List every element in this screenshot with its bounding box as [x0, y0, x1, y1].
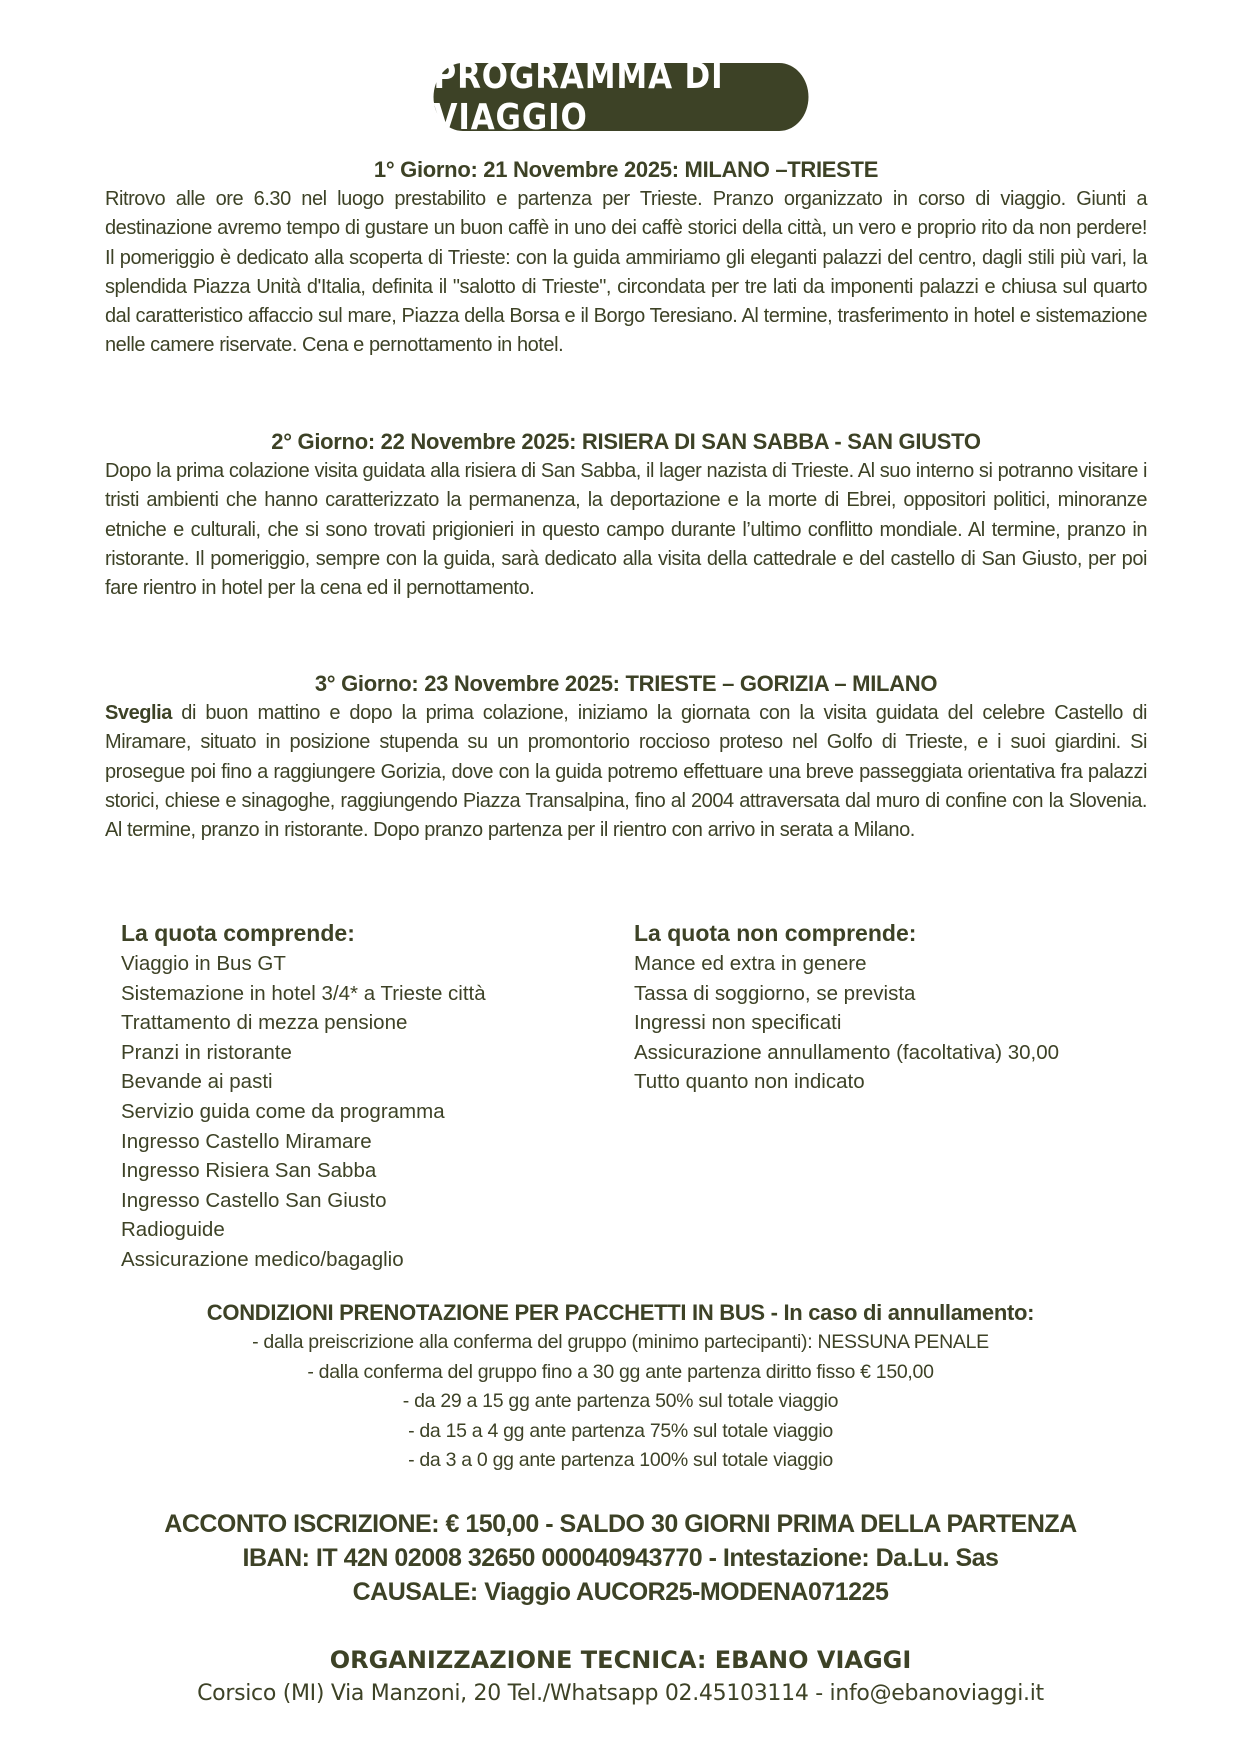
day-3-section	[105, 669, 1147, 845]
booking-conditions-heading: CONDIZIONI PRENOTAZIONE PER PACCHETTI IN BUS - In caso di annullamento:	[206, 1300, 1035, 1325]
iban-text: IBAN: IT 42N 02008 32650 000040943770 - Intestazione: Da.Lu. Sas	[242, 1544, 999, 1572]
list-item: Assicurazione medico/bagaglio	[121, 1247, 404, 1271]
list-item: Ingresso Risiera San Sabba	[121, 1159, 377, 1183]
page-title: PROGRAMMA DI VIAGGIO	[433, 63, 808, 131]
quota-excludes-list	[634, 949, 1059, 1097]
list-item: Mance ed extra in genere	[634, 952, 867, 975]
organization-contact: Corsico (MI) Via Manzoni, 20 Tel./Whatsapp 02.45103114 - info@ebanoviaggi.it	[197, 1681, 1044, 1706]
quota-includes-heading: La quota comprende:	[121, 920, 355, 946]
title-banner-wrapper	[0, 56, 1241, 138]
organization-heading: ORGANIZZAZIONE TECNICA: EBANO VIAGGI	[329, 1646, 912, 1674]
day-1-heading: 1° Giorno: 21 Novembre 2025: MILANO –TRIESTE	[373, 157, 879, 182]
list-item: - da 15 a 4 gg ante partenza 75% sul totale viaggio	[408, 1419, 833, 1442]
day-3-description	[105, 699, 1147, 845]
organization-footer	[0, 1644, 1241, 1710]
list-item: Trattamento di mezza pensione	[121, 1011, 408, 1035]
day-2-section	[105, 427, 1147, 603]
day-2-heading: 2° Giorno: 22 Novembre 2025: RISIERA DI SAN SABBA - SAN GIUSTO	[271, 429, 981, 454]
quota-includes-list	[121, 949, 486, 1275]
payment-info-section	[0, 1507, 1241, 1609]
quota-includes-section	[121, 917, 486, 1275]
day-1-text: Ritrovo alle ore 6.30 nel luogo prestabilito e partenza per Trieste. Pranzo organizzato in corso di viaggio. Giunti a destinazione avremo tempo di gustare un buon caffè in uno dei caffè storici della città, un vero e proprio rito da non perdere! Il pomeriggio è dedicato alla scoperta di Trieste: con la guida ammiriamo gli eleganti palazzi del centro, dagli stili più vari, la splendida Piazza Unità d'Italia, definita il "salotto di Trieste", circondata per tre lati da imponenti palazzi e chiusa sul quarto dal caratteristico affaccio sul mare, Piazza della Borsa e il Borgo Teresiano. Al termine, trasferimento in hotel e sistemazione nelle camere riservate. Cena e pernottamento in hotel.	[105, 188, 1147, 357]
list-item: Tutto quanto non indicato	[634, 1070, 865, 1094]
day-1-description	[105, 185, 1147, 361]
list-item: - da 29 a 15 gg ante partenza 50% sul totale viaggio	[402, 1390, 839, 1413]
quota-excludes-section	[634, 917, 1059, 1097]
list-item: Assicurazione annullamento (facoltativa) 30,00	[634, 1040, 1060, 1064]
list-item: - dalla conferma del gruppo fino a 30 gg ante partenza diritto fisso € 150,00	[307, 1360, 934, 1383]
list-item: Pranzi in ristorante	[121, 1040, 292, 1064]
day-2-description	[105, 457, 1147, 603]
day-2-text: Dopo la prima colazione visita guidata alla risiera di San Sabba, il lager nazista di Trieste. Al suo interno si potranno visitare i tristi ambienti che hanno caratterizzato la permanenza, la deportazione e la morte di Ebrei, oppositori politici, minoranze etniche e culturali, che si sono trovati prigionieri in questo campo durante l’ultimo conflitto mondiale. Al termine, pranzo in ristorante. Il pomeriggio, sempre con la guida, sarà dedicato alla visita della cattedrale e del castello di San Giusto, per poi fare rientro in hotel per la cena ed il pernottamento.	[105, 460, 1147, 600]
day-1-section	[105, 155, 1147, 361]
booking-conditions-section	[0, 1298, 1241, 1476]
list-item: - da 3 a 0 gg ante partenza 100% sul totale viaggio	[408, 1449, 833, 1472]
list-item: Bevande ai pasti	[121, 1070, 273, 1094]
list-item: Radioguide	[121, 1218, 225, 1242]
day-3-text: di buon mattino e dopo la prima colazione, iniziamo la giornata con la visita guidata del celebre Castello di Miramare, situato in posizione stupenda su un promontorio roccioso proteso nel Golfo di Trieste, e i suoi giardini. Si prosegue poi fino a raggiungere Gorizia, dove con la guida potremo effettuare una breve passeggiata orientativa fra palazzi storici, chiese e sinagoghe, raggiungendo Piazza Transalpina, fino al 2004 attraversata dal muro di confine con la Slovenia. Al termine, pranzo in ristorante. Dopo pranzo partenza per il rientro con arrivo in serata a Milano.	[105, 702, 1147, 842]
list-item: Tassa di soggiorno, se prevista	[634, 981, 916, 1005]
list-item: Servizio guida come da programma	[121, 1099, 445, 1123]
list-item: Ingresso Castello Miramare	[121, 1129, 372, 1153]
causale-text: CAUSALE: Viaggio AUCOR25-MODENA071225	[352, 1578, 889, 1606]
day-3-lead: Sveglia	[105, 702, 172, 724]
deposit-text: ACCONTO ISCRIZIONE: € 150,00 - SALDO 30 GIORNI PRIMA DELLA PARTENZA	[164, 1510, 1077, 1538]
list-item: Ingressi non specificati	[634, 1011, 842, 1035]
quota-excludes-heading: La quota non comprende:	[634, 920, 917, 946]
list-item: - dalla preiscrizione alla conferma del gruppo (minimo partecipanti): NESSUNA PENALE	[252, 1331, 989, 1353]
list-item: Viaggio in Bus GT	[121, 952, 286, 975]
cancellation-penalties-list	[0, 1328, 1241, 1476]
day-3-heading: 3° Giorno: 23 Novembre 2025: TRIESTE – GORIZIA – MILANO	[314, 671, 938, 696]
list-item: Sistemazione in hotel 3/4* a Trieste città	[121, 981, 486, 1005]
list-item: Ingresso Castello San Giusto	[121, 1188, 387, 1212]
